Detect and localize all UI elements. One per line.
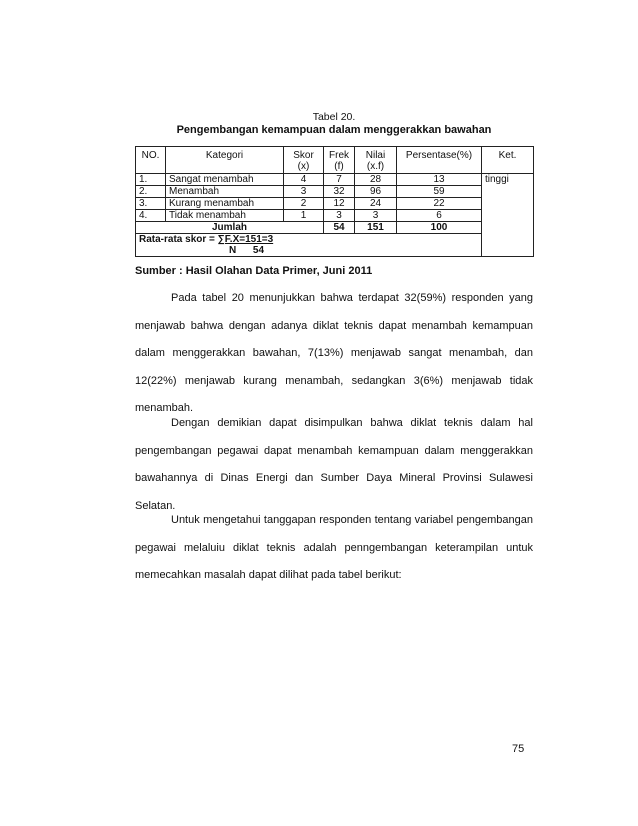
cell-persen: 59 xyxy=(397,186,482,198)
paragraph-3-text: Untuk mengetahui tanggapan responden tentang variabel pengembangan pegawai melaluiu diklat teknis adalah penngembangan keterampilan untuk memecahkan masalah dapat dilihat pada tabel berikut: xyxy=(135,514,533,582)
page-number: 75 xyxy=(512,743,525,755)
cell-skor: 4 xyxy=(284,174,324,186)
paragraph-2-text: Dengan demikian dapat disimpulkan bahwa diklat teknis dalam hal pengembangan pegawai dapat menambah kemampuan dalam menggerakkan bawahannya di Dinas Energi dan Sumber Daya Mineral Provinsi Sulawesi Selatan. xyxy=(135,417,533,512)
cell-frek: 12 xyxy=(324,198,355,210)
cell-no: 3. xyxy=(136,198,166,210)
header-frek-sub: (f) xyxy=(334,161,344,172)
cell-skor: 3 xyxy=(284,186,324,198)
paragraph-1 xyxy=(135,285,533,423)
table-header-row xyxy=(136,147,534,174)
table-total-row xyxy=(136,222,534,234)
header-skor-sub: (x) xyxy=(297,161,310,172)
header-kategori: Kategori xyxy=(166,147,284,174)
cell-frek: 32 xyxy=(324,186,355,198)
table-source: Sumber : Hasil Olahan Data Primer, Juni 2011 xyxy=(135,265,373,277)
total-persen: 100 xyxy=(397,222,482,234)
table-number: Tabel 20. xyxy=(312,111,356,123)
cell-skor: 2 xyxy=(284,198,324,210)
cell-frek: 7 xyxy=(324,174,355,186)
cell-kategori: Menambah xyxy=(166,186,284,198)
cell-nilai: 96 xyxy=(355,186,397,198)
cell-kategori: Tidak menambah xyxy=(166,210,284,222)
total-frek: 54 xyxy=(324,222,355,234)
paragraph-2 xyxy=(135,410,533,520)
table-average-row xyxy=(136,234,534,257)
cell-nilai: 24 xyxy=(355,198,397,210)
cell-persen: 22 xyxy=(397,198,482,210)
average-formula xyxy=(136,234,482,257)
paragraph-3 xyxy=(135,507,533,590)
cell-nilai: 28 xyxy=(355,174,397,186)
paragraph-1-text: Pada tabel 20 menunjukkan bahwa terdapat 32(59%) responden yang menjawab bahwa dengan adanya diklat teknis dapat menambah kemampuan dalam menggerakkan bawahan, 7(13%) menjawab sangat menambah, dan 12(22%) menjawab kurang menambah, sedangkan 3(6%) menjawab tidak menambah. xyxy=(135,292,533,415)
cell-nilai: 3 xyxy=(355,210,397,222)
cell-persen: 13 xyxy=(397,174,482,186)
header-persentase: Persentase(%) xyxy=(397,147,482,174)
average-numerator: ∑F.X=151=3 xyxy=(217,234,274,245)
average-prefix: Rata-rata skor = xyxy=(139,234,218,245)
table-row xyxy=(136,186,534,198)
score-table xyxy=(135,146,534,257)
cell-frek: 3 xyxy=(324,210,355,222)
header-frek-label: Frek xyxy=(329,150,349,161)
header-no: NO. xyxy=(136,147,166,174)
cell-no: 1. xyxy=(136,174,166,186)
cell-kategori: Sangat menambah xyxy=(166,174,284,186)
average-line-1 xyxy=(139,234,478,245)
cell-ket: tinggi xyxy=(482,174,534,257)
header-nilai-sub: (x.f) xyxy=(366,161,385,172)
header-nilai-label: Nilai xyxy=(365,150,386,161)
cell-persen: 6 xyxy=(397,210,482,222)
header-skor-label: Skor xyxy=(293,150,314,161)
header-nilai xyxy=(355,147,397,174)
header-frek xyxy=(324,147,355,174)
cell-kategori: Kurang menambah xyxy=(166,198,284,210)
cell-no: 2. xyxy=(136,186,166,198)
header-ket: Ket. xyxy=(482,147,534,174)
table-row xyxy=(136,198,534,210)
table-row xyxy=(136,210,534,222)
cell-skor: 1 xyxy=(284,210,324,222)
total-nilai: 151 xyxy=(355,222,397,234)
header-skor xyxy=(284,147,324,174)
average-denominator: N 54 xyxy=(229,245,265,256)
table-title: Pengembangan kemampuan dalam menggerakkan bawahan xyxy=(176,124,492,136)
total-label: Jumlah xyxy=(136,222,324,234)
cell-no: 4. xyxy=(136,210,166,222)
table-row xyxy=(136,174,534,186)
